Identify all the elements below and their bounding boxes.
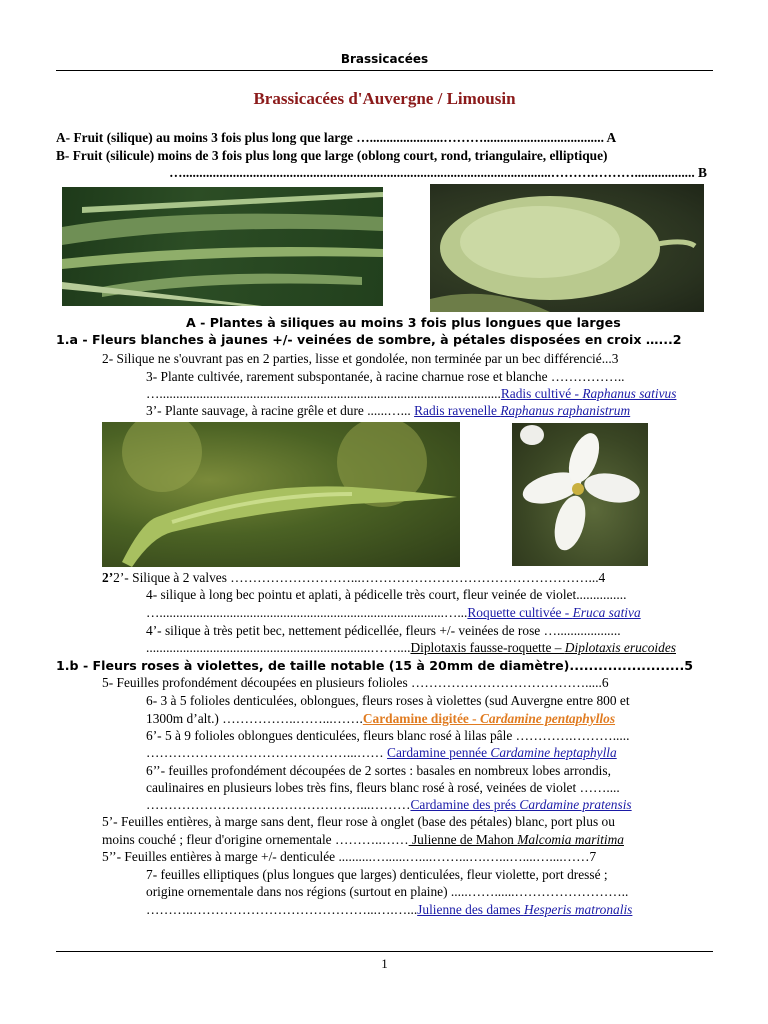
key-2p: 2’2’- Silique à 2 valves ………………………...……………………………………………...4 bbox=[102, 570, 606, 585]
key-1b: 1.b - Fleurs roses à violettes, de taille notable (15 à 20mm de diamètre)........................5 bbox=[56, 658, 693, 673]
page-number: 1 bbox=[381, 956, 388, 971]
key-5: 5- Feuilles profondément découpées en plusieurs folioles ………………………………….....6 bbox=[102, 675, 609, 690]
key-7-result: ………..…………………………………...….…...Julienne des dames Hesperis matronalis bbox=[146, 902, 633, 917]
silicule-photo bbox=[430, 184, 704, 312]
key-6pp: 6’’- feuilles profondément découpées de 2 sortes : basales en nombreux lobes arrondis, bbox=[146, 763, 611, 778]
key-2: 2- Silique ne s'ouvrant pas en 2 parties, lisse et gondolée, non terminée par un bec différencié...3 bbox=[102, 351, 619, 366]
running-header: Brassicacées bbox=[340, 52, 429, 66]
key-6p: 6’- 5 à 9 folioles oblongues denticulées, fleurs blanc rosé à lilas pâle ………….………..... bbox=[146, 728, 630, 743]
key-4p-result: ...................................................................……....Diplotaxis fausse-roquette – Diplotaxis erucoides bbox=[146, 640, 676, 655]
species-link-julienne-mahon[interactable]: Julienne de Mahon Malcomia maritima bbox=[408, 832, 624, 847]
key-4p: 4’- silique à très petit bec, nettement pédicellée, fleurs +/- veinées de rose …................... bbox=[146, 623, 621, 638]
radish-pod-photo bbox=[102, 422, 460, 567]
footer-rule bbox=[56, 951, 713, 952]
header-rule bbox=[56, 70, 713, 71]
key-5p-result: moins couché ; fleur d'origine ornementale ………..…… Julienne de Mahon Malcomia maritima bbox=[102, 832, 624, 847]
section-a-heading: A - Plantes à siliques au moins 3 fois plus longues que larges bbox=[186, 315, 621, 330]
key-line-b-dots: …..............................................................................................................……….……….................. B bbox=[169, 165, 707, 180]
page-title: Brassicacées d'Auvergne / Limousin bbox=[253, 89, 516, 108]
key-4-result: ….....................................................................................…...Roquette cultivée - Eruca sativa bbox=[146, 605, 641, 620]
key-5p: 5’- Feuilles entières, à marge sans dent, fleur rose à onglet (base des pétales) blanc, port plus ou bbox=[102, 814, 615, 829]
key-3p: 3’- Plante sauvage, à racine grêle et dure ......…... Radis ravenelle Raphanus raphanistrum bbox=[146, 403, 631, 418]
key-7-cont: origine ornementale dans nos régions (surtout en plaine) .....……......…………………….. bbox=[146, 884, 629, 899]
key-4: 4- silique à long bec pointu et aplati, à pédicelle très court, fleur veinée de violet............... bbox=[146, 587, 627, 602]
species-link-cardamine-pennee[interactable]: Cardamine pennée Cardamine heptaphylla bbox=[387, 745, 617, 760]
key-line-a: A- Fruit (silique) au moins 3 fois plus long que large …......................……….................................... A bbox=[56, 130, 617, 145]
key-3-result bbox=[146, 385, 676, 402]
species-link-diplotaxis[interactable]: Diplotaxis fausse-roquette – Diplotaxis erucoides bbox=[410, 640, 676, 655]
key-6p-result: ………………………………………...…… Cardamine pennée Cardamine heptaphylla bbox=[146, 745, 617, 760]
species-link-radis-cultive[interactable]: Radis cultivé - Raphanus sativus bbox=[500, 386, 677, 401]
radish-flower-photo bbox=[512, 423, 648, 566]
silique-photo bbox=[62, 187, 383, 306]
species-link-radis-ravenelle[interactable]: Radis ravenelle Raphanus raphanistrum bbox=[414, 403, 631, 418]
species-link-cardamine-pres[interactable]: Cardamine des prés Cardamine pratensis bbox=[410, 797, 632, 812]
key-6-result: 1300m d’alt.) ……………..……...…….Cardamine digitée - Cardamine pentaphyllos bbox=[146, 711, 616, 726]
key-6: 6- 3 à 5 folioles denticulées, oblongues, fleurs roses à violettes (sud Auvergne entre 800 et bbox=[146, 693, 630, 708]
key-1a: 1.a - Fleurs blanches à jaunes +/- veinées de sombre, à pétales disposées en croix …...2 bbox=[56, 332, 682, 347]
species-link-roquette[interactable]: Roquette cultivée - Eruca sativa bbox=[467, 605, 641, 620]
key-7: 7- feuilles elliptiques (plus longues que larges) denticulées, fleur violette, port dressé ; bbox=[146, 867, 608, 882]
species-link-julienne-dames[interactable]: Julienne des dames Hesperis matronalis bbox=[417, 902, 633, 917]
key-line-b: B- Fruit (silicule) moins de 3 fois plus long que large (oblong court, rond, triangulaire, elliptique) bbox=[56, 148, 608, 163]
key-6pp-result: …………………………………………...………Cardamine des prés Cardamine pratensis bbox=[146, 797, 632, 812]
species-link-cardamine-digitee[interactable]: Cardamine digitée - Cardamine pentaphyllos bbox=[362, 711, 616, 726]
key-5pp: 5’’- Feuilles entières à marge +/- denticulée ..........…......…....……...….…...…....…....……7 bbox=[102, 849, 597, 864]
key-3: 3- Plante cultivée, rarement subspontanée, à racine charnue rose et blanche …………….. bbox=[146, 369, 625, 384]
dot-leader: …...................................................................................................... bbox=[146, 386, 501, 401]
key-6pp-cont: caulinaires en plusieurs lobes très fins, fleurs blanc rosé à rosé, veinées de violet …….... bbox=[146, 780, 620, 795]
